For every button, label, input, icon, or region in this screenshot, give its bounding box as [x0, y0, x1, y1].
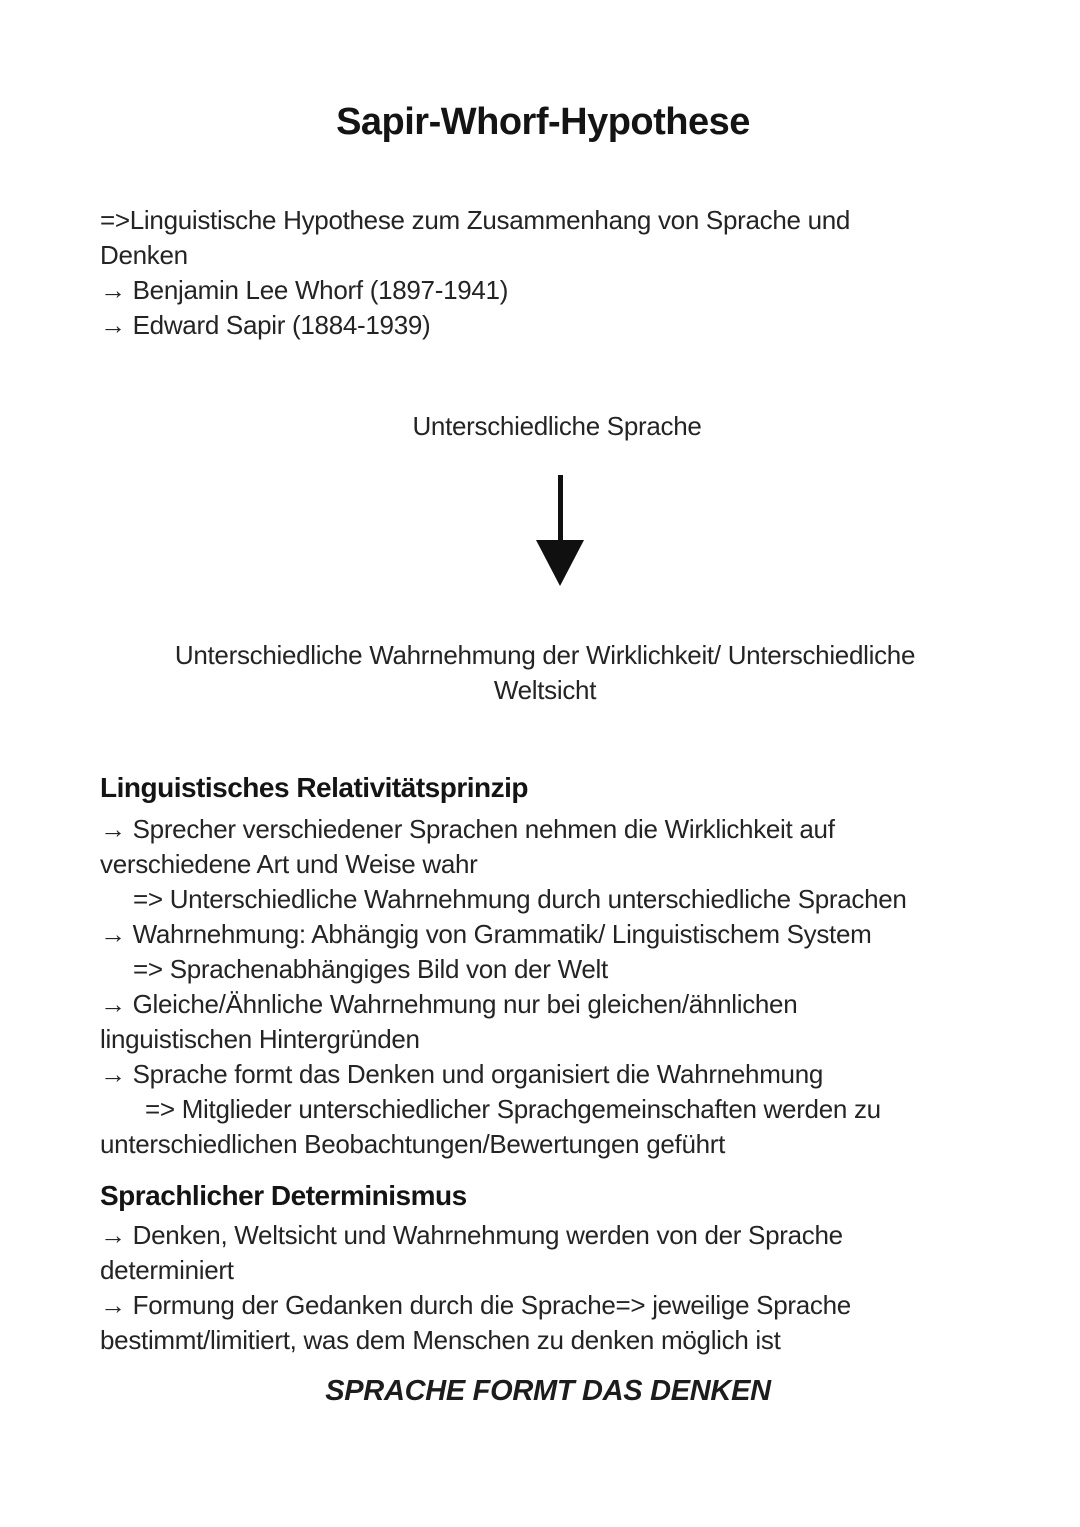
section-body-determinismus	[100, 1218, 851, 1358]
section-heading-determinismus: Sprachlicher Determinismus	[100, 1180, 467, 1211]
text-line: => Sprachenabhängiges Bild von der Welt	[133, 954, 608, 984]
flow-bottom-label	[5, 638, 1080, 708]
text-line: → Sprecher verschiedener Sprachen nehmen die Wirklichkeit auf	[100, 814, 835, 844]
down-arrow-shaft	[558, 475, 563, 541]
intro-paragraph	[100, 203, 850, 343]
text-line: => Unterschiedliche Wahrnehmung durch unterschiedliche Sprachen	[133, 884, 907, 914]
flow-top-label: Unterschiedliche Sprache	[412, 411, 702, 441]
text-line: Unterschiedliche Wahrnehmung der Wirklichkeit/ Unterschiedliche	[174, 640, 916, 670]
text-line: → Edward Sapir (1884-1939)	[100, 310, 431, 340]
section-heading-relativitaetsprinzip: Linguistisches Relativitätsprinzip	[100, 772, 528, 803]
text-line: → Wahrnehmung: Abhängig von Grammatik/ Linguistischem System	[100, 919, 872, 949]
text-line: → Formung der Gedanken durch die Sprache=> jeweilige Sprache	[100, 1290, 851, 1320]
down-arrow-head	[536, 540, 584, 586]
text-line: =>Linguistische Hypothese zum Zusammenhang von Sprache und	[100, 205, 851, 235]
text-line: => Mitglieder unterschiedlicher Sprachgemeinschaften werden zu	[145, 1094, 881, 1124]
section-body-relativitaetsprinzip	[100, 812, 907, 1162]
slogan-text: SPRACHE FORMT DAS DENKEN	[325, 1375, 771, 1407]
page-title: Sapir-Whorf-Hypothese	[336, 101, 750, 143]
text-line: → Denken, Weltsicht und Wahrnehmung werden von der Sprache	[100, 1220, 843, 1250]
text-line: determiniert	[100, 1255, 234, 1285]
down-arrow-icon	[0, 475, 1080, 587]
text-line: unterschiedlichen Beobachtungen/Bewertungen geführt	[100, 1129, 726, 1159]
text-line: bestimmt/limitiert, was dem Menschen zu denken möglich ist	[100, 1325, 781, 1355]
text-line: verschiedene Art und Weise wahr	[100, 849, 478, 879]
text-line: Weltsicht	[493, 675, 597, 705]
text-line: Denken	[100, 240, 188, 270]
text-line: → Sprache formt das Denken und organisiert die Wahrnehmung	[100, 1059, 824, 1089]
text-line: linguistischen Hintergründen	[100, 1024, 420, 1054]
text-line: → Gleiche/Ähnliche Wahrnehmung nur bei gleichen/ähnlichen	[100, 989, 798, 1019]
text-line: → Benjamin Lee Whorf (1897-1941)	[100, 275, 509, 305]
